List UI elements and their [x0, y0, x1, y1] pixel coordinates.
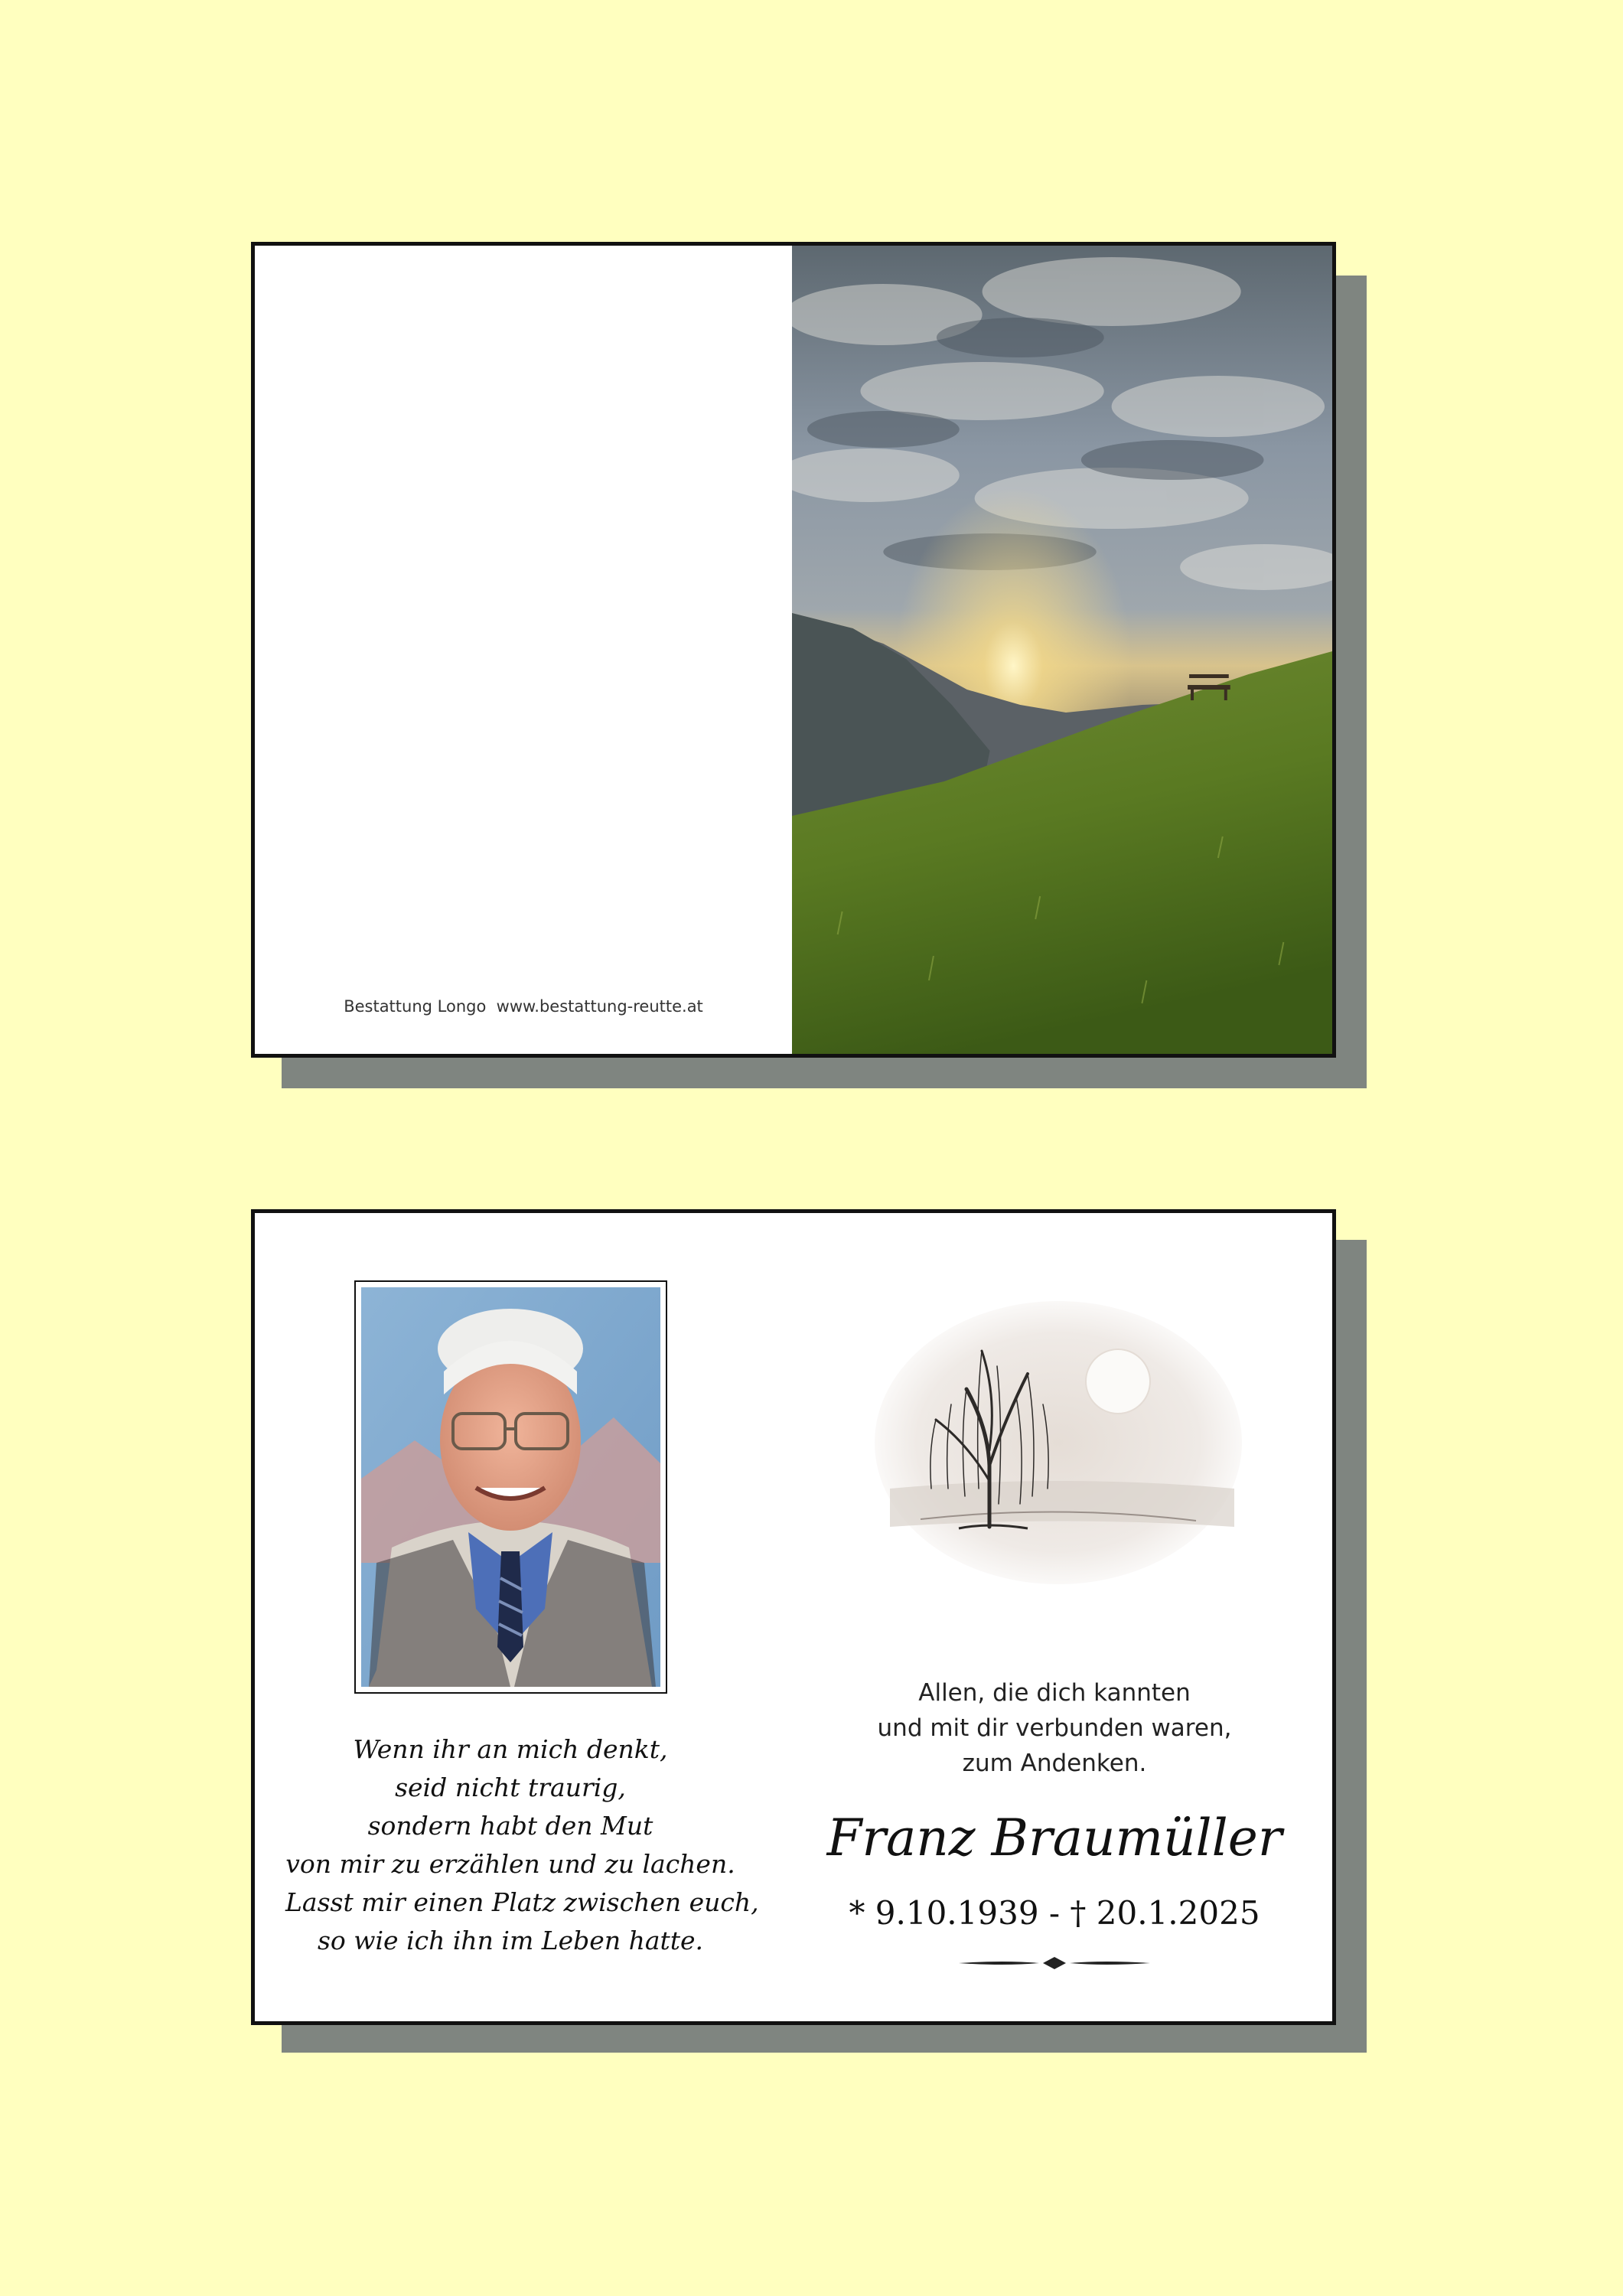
dedication-text — [790, 1675, 1318, 1781]
dedication-line: Allen, die dich kannten — [918, 1679, 1191, 1707]
landscape-photo — [792, 246, 1332, 1054]
life-dates: * 9.10.1939 - † 20.1.2025 — [849, 1894, 1260, 1932]
portrait-frame — [354, 1280, 667, 1694]
poem-line: von mir zu erzählen und zu lachen. — [285, 1849, 735, 1879]
willow-tree-illustration — [875, 1297, 1242, 1588]
dedication-line: zum Andenken. — [962, 1750, 1147, 1777]
card-front — [251, 242, 1336, 1058]
poem-line: so wie ich ihn im Leben hatte. — [317, 1926, 704, 1955]
dedication-line: und mit dir verbunden waren, — [877, 1714, 1232, 1742]
poem-line: Lasst mir einen Platz zwischen euch, — [285, 1887, 759, 1917]
poem-line: Wenn ihr an mich denkt, — [353, 1734, 668, 1764]
card-back-blank-panel — [255, 246, 792, 1054]
portrait-photo — [361, 1287, 660, 1687]
sunset-meadow-image — [792, 246, 1332, 1054]
ornament-divider — [959, 1954, 1150, 1972]
memorial-poem — [285, 1730, 759, 1960]
poem-line: sondern habt den Mut — [367, 1811, 653, 1841]
poem-line: seid nicht traurig, — [395, 1773, 626, 1802]
funeral-home-imprint: Bestattung Longo www.bestattung-reutte.at — [344, 997, 703, 1016]
card-inner — [251, 1209, 1336, 2025]
deceased-name: Franz Braumüller — [826, 1808, 1282, 1867]
